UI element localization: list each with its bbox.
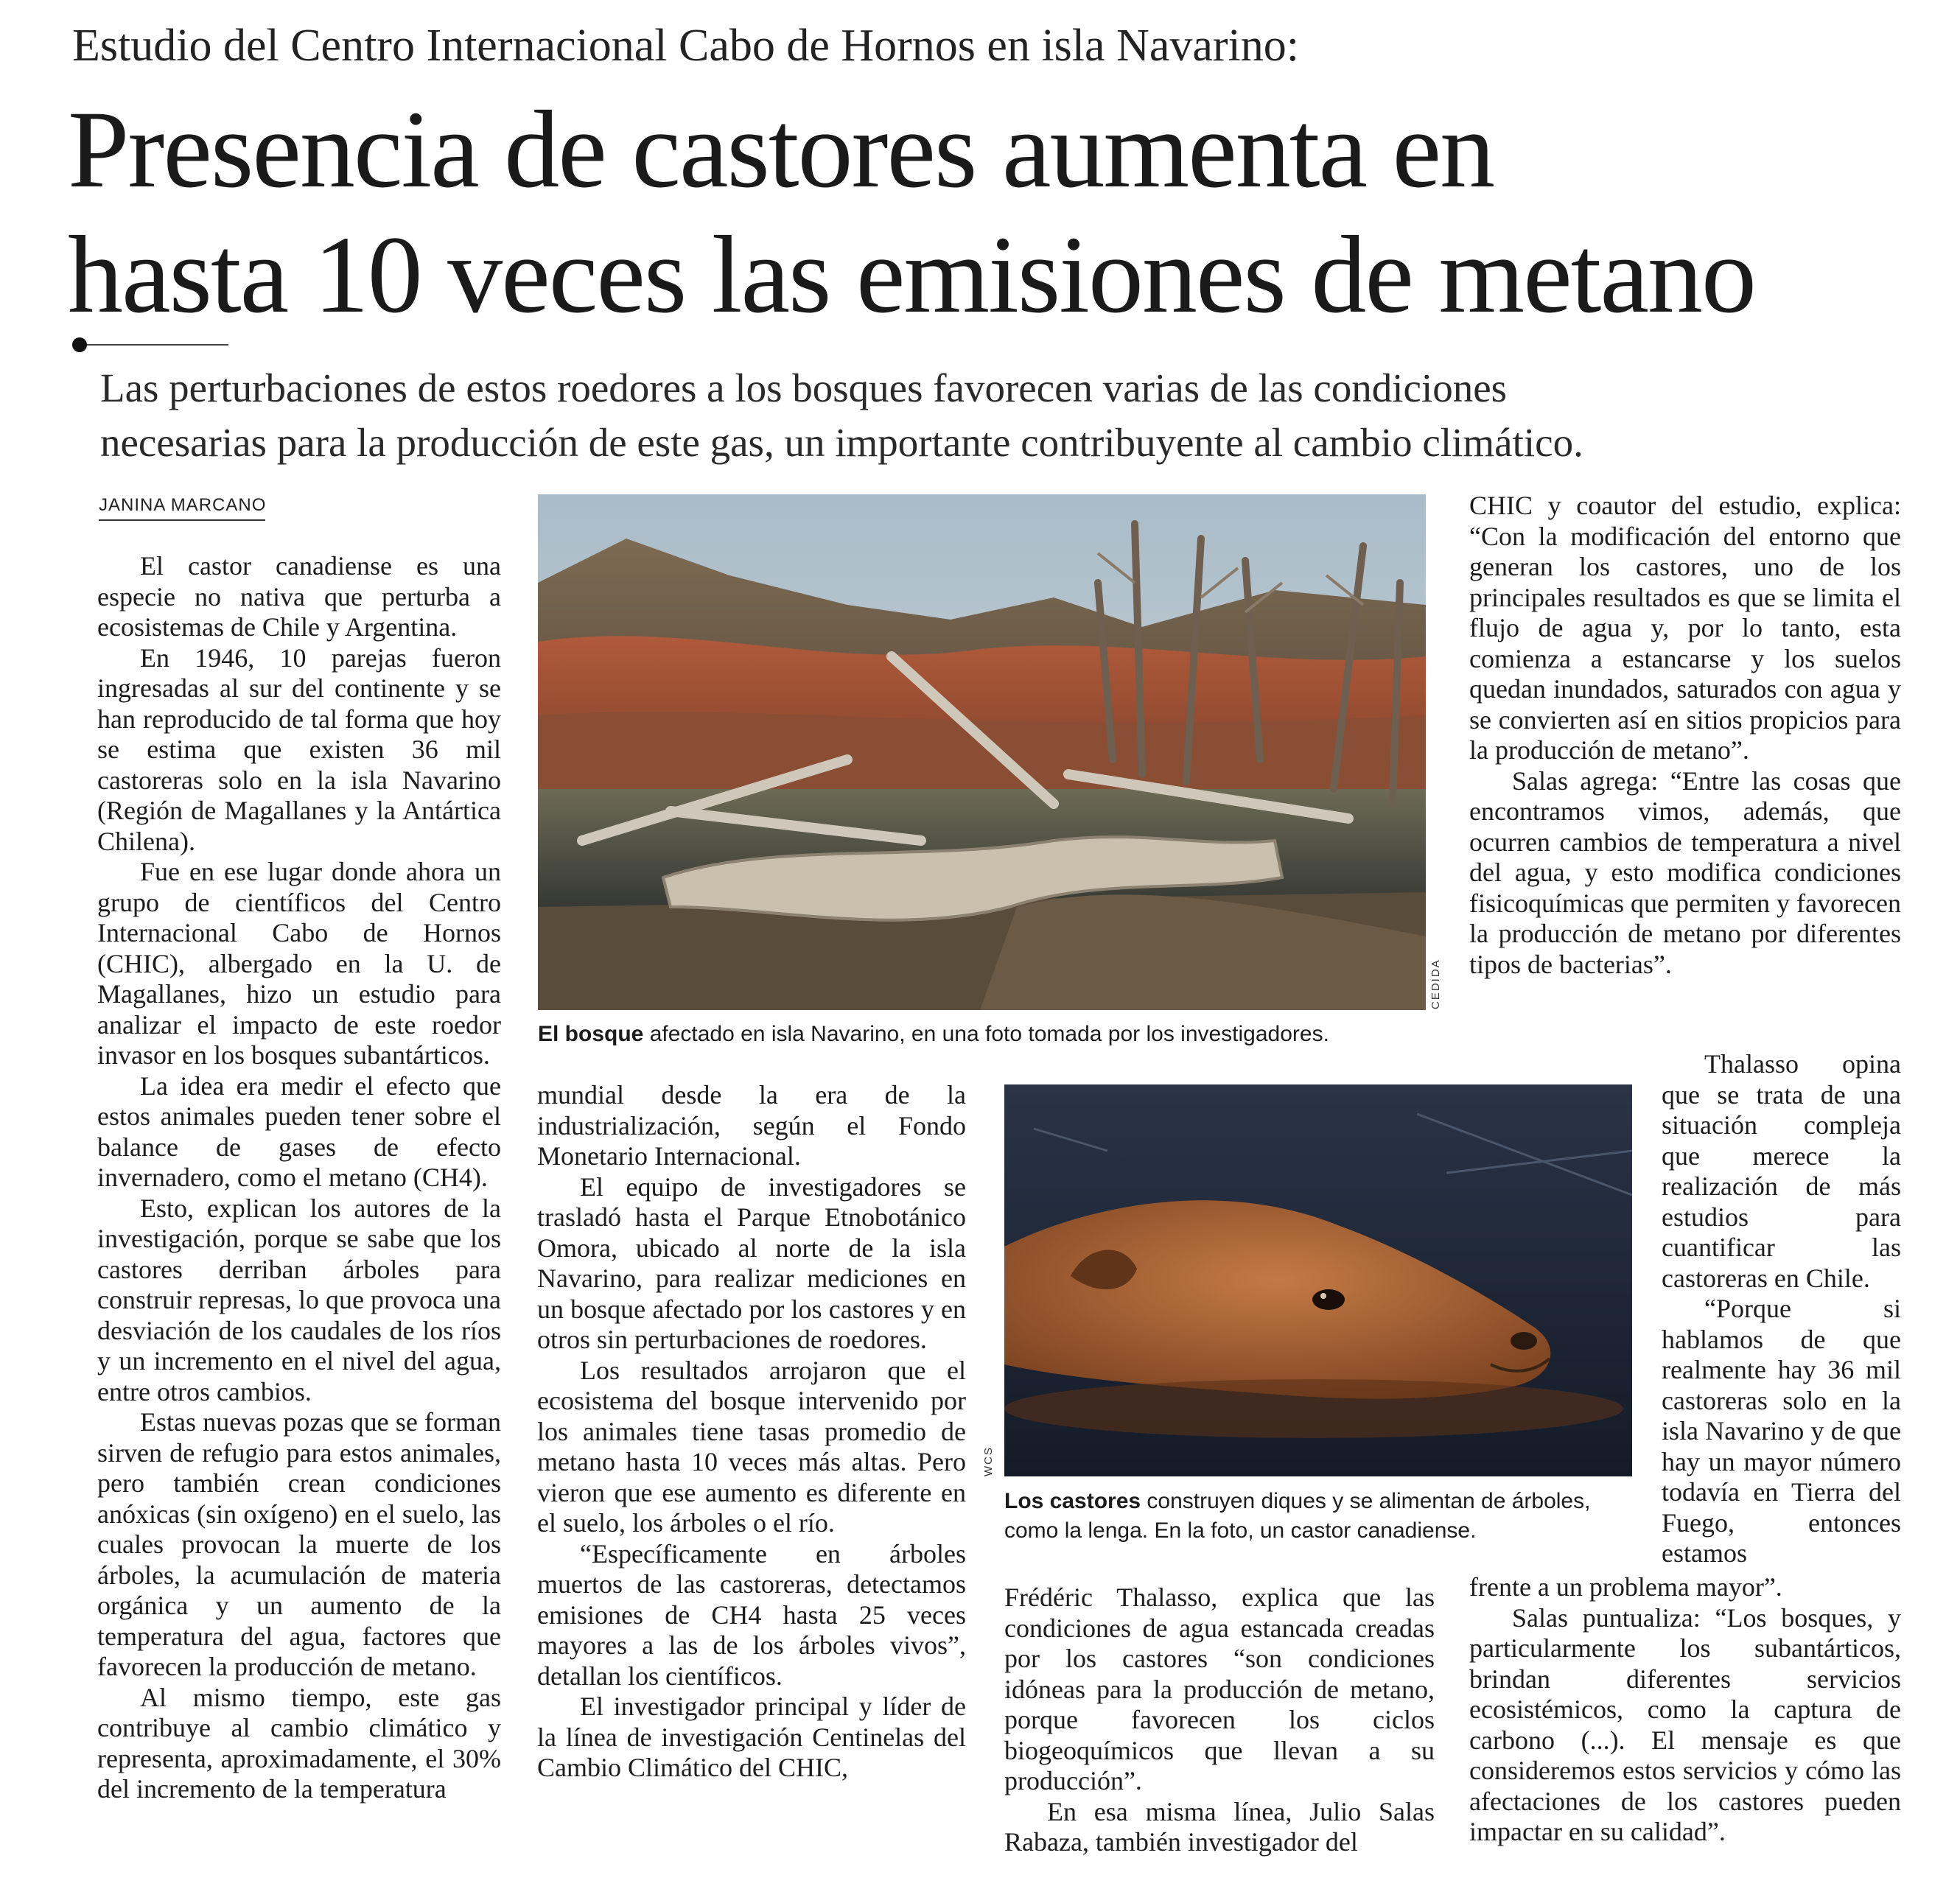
- paragraph: Salas puntualiza: “Los bosques, y particularmente los subantárticos, brindan diferentes servicios ecosistémicos, como la captura de carbono (...). El mensaje es que consideremos estos servicios y cómo las afectaciones de los castores pueden impactar en su calidad”.: [1469, 1602, 1901, 1846]
- paragraph: Salas agrega: “Entre las cosas que encontramos vimos, además, que ocurren cambios de temperatura a nivel del agua, y esto modifica condiciones fisicoquímicas que permiten y favorecen la producción de metano por diferentes tipos de bacterias”.: [1469, 765, 1901, 979]
- caption-text: afectado en isla Navarino, en una foto tomada por los investigadores.: [643, 1022, 1329, 1046]
- deck: [100, 361, 1883, 470]
- headline-line-2: hasta 10 veces las emisiones de metano: [68, 214, 1755, 336]
- paragraph: Thalasso opina que se trata de una situación compleja que merece la realización de más estudios para cuantificar las castoreras en Chile.: [1662, 1049, 1901, 1293]
- paragraph: “Específicamente en árboles muertos de las castoreras, detectamos emisiones de CH4 hasta 25 veces mayores a las de los árboles vivos”, detallan los científicos.: [537, 1538, 966, 1691]
- paragraph: En esa misma línea, Julio Salas Rabaza, también investigador del: [1004, 1796, 1435, 1857]
- paragraph: Fue en ese lugar donde ahora un grupo de científicos del Centro Internacional Cabo de Hornos (CHIC), albergado en la U. de Magallanes, hizo un estudio para analizar el impacto de este roedor invasor en los bosques subantárticos.: [97, 857, 501, 1070]
- forest-photo-caption: [538, 1020, 1444, 1049]
- beaver-photo-credit: WCS: [982, 1446, 995, 1476]
- paragraph: El investigador principal y líder de la línea de investigación Centinelas del Cambio Climático del CHIC,: [537, 1692, 966, 1782]
- headline-line-1: Presencia de castores aumenta en: [68, 88, 1494, 211]
- column-2: [537, 1080, 966, 1870]
- column-4-bottom: [1469, 1572, 1901, 1870]
- paragraph: “Porque si hablamos de que realmente hay 36 mil castoreras solo en la isla Navarino y de que hay un mayor número todavía en Tierra del Fuego, entonces estamos: [1662, 1294, 1901, 1568]
- caption-bold: El bosque: [538, 1022, 644, 1046]
- paragraph: El castor canadiense es una especie no nativa que perturba a ecosistemas de Chile y Argentina.: [97, 551, 501, 642]
- paragraph: El equipo de investigadores se trasladó hasta el Parque Etnobotánico Omora, ubicado al norte de la isla Navarino, para realizar mediciones en un bosque afectado por los castores y en otros sin perturbaciones de roedores.: [537, 1171, 966, 1354]
- paragraph: Estas nuevas pozas que se forman sirven de refugio para estos animales, pero también crean condiciones anóxicas (sin oxígeno) en el suelo, las cuales provocan la muerte de los árboles, la acumulación de materia orgánica y un aumento de la temperatura del agua, factores que favorecen la producción de metano.: [97, 1407, 501, 1681]
- headline: [68, 87, 1925, 337]
- byline-rule: [99, 519, 265, 521]
- deck-rule: [81, 344, 228, 346]
- paragraph: La idea era medir el efecto que estos animales pueden tener sobre el balance de gases de efecto invernadero, como el metano (CH4).: [97, 1070, 501, 1192]
- beaver-photo-caption: [1004, 1487, 1638, 1546]
- deck-line-1: Las perturbaciones de estos roedores a los bosques favorecen varias de las condiciones: [100, 365, 1508, 410]
- caption-bold: Los castores: [1004, 1489, 1141, 1513]
- deck-line-2: necesarias para la producción de este gas, un importante contribuyente al cambio climático.: [100, 420, 1583, 465]
- forest-photo: [538, 494, 1426, 1010]
- paragraph: Los resultados arrojaron que el ecosistema del bosque intervenido por los animales tiene tasas promedio de metano hasta 10 veces más altas. Pero vieron que ese aumento es diferente en el suelo, los árboles o el río.: [537, 1355, 966, 1538]
- paragraph: Frédéric Thalasso, explica que las condiciones de agua estancada creadas por los castores “son condiciones idóneas para la producción de metano, porque favorecen los ciclos biogeoquímicos que llevan a su producción”.: [1004, 1583, 1435, 1795]
- paragraph: Esto, explican los autores de la investigación, porque se sabe que los castores derriban árboles para construir represas, lo que provoca una desviación de los caudales de los ríos y un incremento en el nivel del agua, entre otros cambios.: [97, 1193, 501, 1406]
- beaver-photo: [1004, 1084, 1632, 1476]
- caption-text: construyen diques y se alimentan de árboles, como la lenga. En la foto, un castor canadiense.: [1004, 1489, 1591, 1543]
- paragraph: mundial desde la era de la industrialización, según el Fondo Monetario Internacional.: [537, 1080, 966, 1171]
- column-3: [1004, 1583, 1435, 1870]
- paragraph: CHIC y coautor del estudio, explica: “Con la modificación del entorno que generan los castores, uno de los principales resultados es que se limita el flujo de agua y, por lo tanto, esta comienza a estancarse y los suelos quedan inundados, saturados con agua y se convierten así en sitios propicios para la producción de metano”.: [1469, 491, 1901, 765]
- column-4-middle: [1662, 1049, 1901, 1568]
- deck-bullet: [72, 337, 87, 352]
- paragraph: Al mismo tiempo, este gas contribuye al cambio climático y representa, aproximadamente, el 30% del incremento de la temperatura: [97, 1682, 501, 1804]
- forest-photo-credit: CEDIDA: [1429, 958, 1442, 1009]
- column-1: [97, 551, 501, 1870]
- byline: JANINA MARCANO: [99, 495, 267, 515]
- paragraph: En 1946, 10 parejas fueron ingresadas al sur del continente y se han reproducido de tal forma que hoy se estima que existen 36 mil castoreras solo en la isla Navarino (Región de Magallanes y la Antártica Chilena).: [97, 642, 501, 856]
- paragraph: frente a un problema mayor”.: [1469, 1572, 1782, 1602]
- column-4-top: [1469, 491, 1901, 1048]
- kicker: Estudio del Centro Internacional Cabo de Hornos en isla Navarino:: [72, 21, 1299, 71]
